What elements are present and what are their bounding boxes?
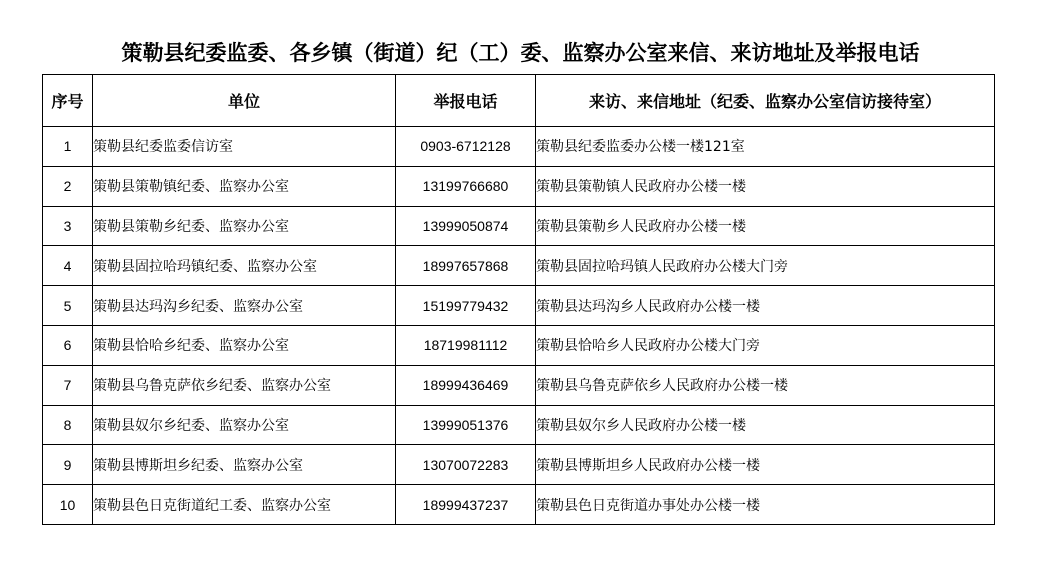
row-unit: 策勒县色日克街道纪工委、监察办公室 [93, 485, 396, 525]
row-index: 10 [43, 485, 93, 525]
row-phone: 0903-6712128 [396, 127, 536, 167]
row-index: 9 [43, 445, 93, 485]
row-address: 策勒县奴尔乡人民政府办公楼一楼 [536, 405, 995, 445]
row-address: 策勒县乌鲁克萨依乡人民政府办公楼一楼 [536, 365, 995, 405]
row-unit: 策勒县策勒乡纪委、监察办公室 [93, 206, 396, 246]
row-address: 策勒县达玛沟乡人民政府办公楼一楼 [536, 286, 995, 326]
row-index: 7 [43, 365, 93, 405]
table-row [43, 485, 995, 525]
row-index: 1 [43, 127, 93, 167]
page-title: 策勒县纪委监委、各乡镇（街道）纪（工）委、监察办公室来信、来访地址及举报电话 [121, 41, 920, 65]
header-address: 来访、来信地址（纪委、监察办公室信访接待室） [536, 75, 995, 127]
header-index: 序号 [43, 75, 93, 127]
row-unit: 策勒县策勒镇纪委、监察办公室 [93, 166, 396, 206]
row-address: 策勒县纪委监委办公楼一楼121室 [536, 127, 995, 167]
row-unit: 策勒县恰哈乡纪委、监察办公室 [93, 325, 396, 365]
row-index: 4 [43, 246, 93, 286]
row-index: 2 [43, 166, 93, 206]
row-phone: 13999051376 [396, 405, 536, 445]
table-row [43, 365, 995, 405]
report-table [42, 74, 995, 525]
row-phone: 18999436469 [396, 365, 536, 405]
row-address: 策勒县博斯坦乡人民政府办公楼一楼 [536, 445, 995, 485]
row-unit: 策勒县纪委监委信访室 [93, 127, 396, 167]
header-phone: 举报电话 [396, 75, 536, 127]
table-row [43, 166, 995, 206]
row-address: 策勒县恰哈乡人民政府办公楼大门旁 [536, 325, 995, 365]
row-phone: 13199766680 [396, 166, 536, 206]
row-phone: 15199779432 [396, 286, 536, 326]
table-row [43, 127, 995, 167]
table-row [43, 206, 995, 246]
table-row [43, 445, 995, 485]
table-header-row [43, 75, 995, 127]
row-index: 8 [43, 405, 93, 445]
row-index: 6 [43, 325, 93, 365]
row-phone: 18719981112 [396, 325, 536, 365]
table-row [43, 405, 995, 445]
row-address: 策勒县色日克街道办事处办公楼一楼 [536, 485, 995, 525]
row-address: 策勒县策勒镇人民政府办公楼一楼 [536, 166, 995, 206]
row-unit: 策勒县达玛沟乡纪委、监察办公室 [93, 286, 396, 326]
row-unit: 策勒县博斯坦乡纪委、监察办公室 [93, 445, 396, 485]
row-phone: 18997657868 [396, 246, 536, 286]
row-index: 5 [43, 286, 93, 326]
row-address: 策勒县策勒乡人民政府办公楼一楼 [536, 206, 995, 246]
row-address: 策勒县固拉哈玛镇人民政府办公楼大门旁 [536, 246, 995, 286]
row-phone: 13999050874 [396, 206, 536, 246]
row-unit: 策勒县乌鲁克萨依乡纪委、监察办公室 [93, 365, 396, 405]
row-unit: 策勒县奴尔乡纪委、监察办公室 [93, 405, 396, 445]
header-unit: 单位 [93, 75, 396, 127]
row-unit: 策勒县固拉哈玛镇纪委、监察办公室 [93, 246, 396, 286]
row-phone: 13070072283 [396, 445, 536, 485]
row-phone: 18999437237 [396, 485, 536, 525]
row-index: 3 [43, 206, 93, 246]
table-row [43, 286, 995, 326]
table-row [43, 325, 995, 365]
table-row [43, 246, 995, 286]
